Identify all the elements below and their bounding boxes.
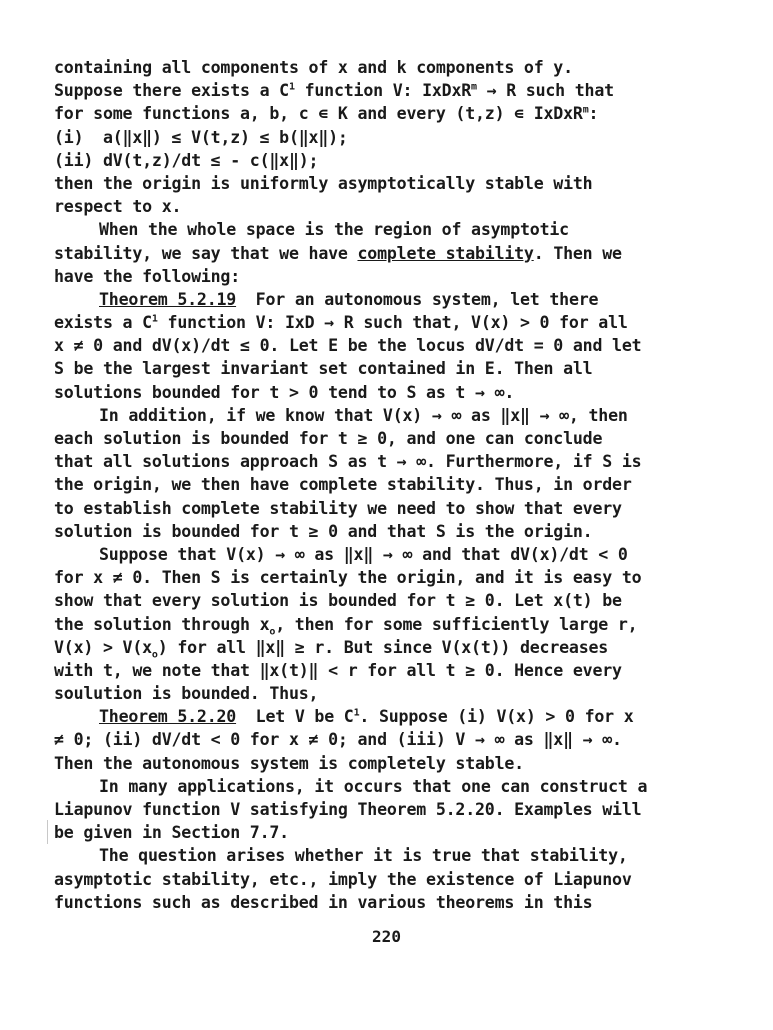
text-span: function V: IxD → R such that, V(x) > 0 for all [157, 313, 628, 333]
text-line [54, 311, 744, 334]
text-line: (ii) dV(t,z)/dt ≤ - c(‖x‖); [54, 150, 319, 170]
text-span: Suppose there exists a C [54, 81, 289, 101]
text-line: show that every solution is bounded for t ≥ 0. Let x(t) be [54, 591, 622, 611]
text-line [54, 613, 744, 636]
superscript: m [582, 104, 589, 116]
text-line: The question arises whether it is true that stability, [99, 846, 628, 866]
text-span: function V: IxDxR [294, 81, 472, 101]
text-line: that all solutions approach S as t → ∞. Furthermore, if S is [54, 452, 642, 472]
text-line: solution is bounded for t ≥ 0 and that S is the origin. [54, 521, 593, 541]
text-span: the solution through x [54, 614, 270, 634]
text-line: soulution is bounded. Thus, [54, 684, 319, 704]
text-line: functions such as described in various theorems in this [54, 892, 593, 912]
text-line [54, 102, 744, 125]
text-line: be given in Section 7.7. [54, 823, 289, 843]
body-text [54, 56, 744, 914]
text-span: ) for all ‖x‖ ≥ r. But since V(x(t)) decreases [157, 637, 609, 657]
text-line: each solution is bounded for t ≥ 0, and one can conclude [54, 429, 603, 448]
text-line: have the following: [54, 266, 241, 286]
text-line: In addition, if we know that V(x) → ∞ as ‖x‖ → ∞, then [99, 405, 628, 425]
superscript: m [471, 81, 477, 93]
text-line: ≠ 0; (ii) dV/dt < 0 for x ≠ 0; and (iii) V → ∞ as ‖x‖ → ∞. [54, 730, 622, 750]
text-span: stability, we say that we have [54, 243, 358, 263]
text-line: asymptotic stability, etc., imply the existence of Liapunov [54, 869, 632, 889]
text-line: containing all components of x and k components of y. [54, 58, 573, 77]
text-line [54, 242, 744, 265]
page-number: 220 [372, 927, 401, 946]
text-line: Liapunov function V satisfying Theorem 5.2.20. Examples will [54, 800, 642, 819]
subscript: o [151, 649, 158, 660]
margin-mark [47, 820, 48, 844]
text-span: V(x) > V(x [54, 637, 152, 657]
text-span: → R such that [476, 81, 614, 101]
text-span: . Suppose (i) V(x) > 0 for x [359, 707, 634, 727]
text-line: the origin, we then have complete stability. Thus, in order [54, 475, 632, 495]
text-line: with t, we note that ‖x(t)‖ < r for all t ≥ 0. Hence every [54, 660, 622, 680]
text-span: Let V be C [236, 707, 354, 727]
text-line [54, 288, 744, 311]
text-line: Suppose that V(x) → ∞ as ‖x‖ → ∞ and that dV(x)/dt < 0 [99, 544, 628, 564]
text-line: to establish complete stability we need to show that every [54, 498, 622, 518]
text-line: respect to x. [54, 197, 182, 217]
text-span: , then for some sufficiently large r, [275, 614, 638, 634]
text-line: for x ≠ 0. Then S is certainly the origin, and it is easy to [54, 568, 642, 588]
text-span: For an autonomous system, let there [236, 289, 599, 309]
text-span: exists a C [54, 313, 152, 333]
superscript: 1 [288, 81, 295, 93]
superscript: 1 [353, 707, 360, 719]
text-line: (i) a(‖x‖) ≤ V(t,z) ≤ b(‖x‖); [54, 127, 348, 147]
text-line: When the whole space is the region of asymptotic [99, 220, 569, 240]
text-span: : [588, 104, 599, 124]
superscript: 1 [151, 313, 158, 325]
underlined-term: Theorem 5.2.20 [99, 707, 237, 727]
text-span: . Then we [533, 243, 622, 263]
underlined-term: complete stability [357, 243, 534, 263]
text-line: then the origin is uniformly asymptotically stable with [54, 173, 593, 193]
text-line: solutions bounded for t > 0 tend to S as t → ∞. [54, 382, 515, 402]
text-line: Then the autonomous system is completely stable. [54, 753, 524, 773]
text-line: In many applications, it occurs that one can construct a [99, 776, 648, 796]
text-line [54, 79, 744, 102]
text-line [54, 705, 744, 728]
text-line: S be the largest invariant set contained in E. Then all [54, 359, 593, 379]
underlined-term: Theorem 5.2.19 [99, 289, 237, 309]
text-span: for some functions a, b, c ∊ K and every (t,z) ∊ IxDxR [54, 104, 583, 124]
text-line: x ≠ 0 and dV(x)/dt ≤ 0. Let E be the locus dV/dt = 0 and let [54, 336, 642, 356]
subscript: o [269, 625, 276, 637]
text-line [54, 636, 744, 659]
